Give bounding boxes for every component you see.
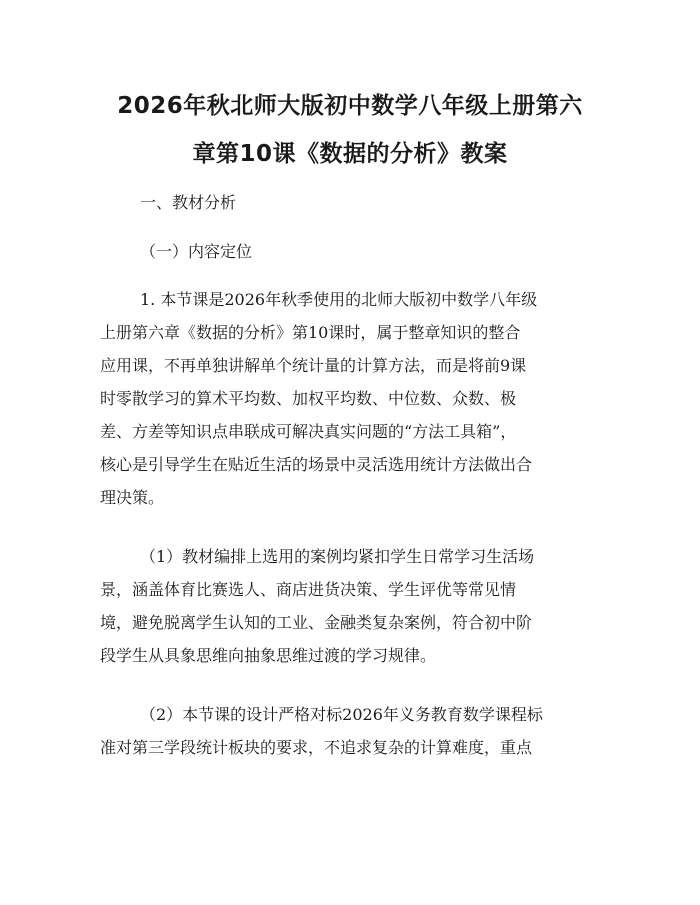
- document-title: [90, 82, 610, 178]
- paragraph-1-line: 1. 本节课是2026年秋季使用的北师大版初中数学八年级: [140, 290, 538, 309]
- paragraph-2-line: 境，避免脱离学生认知的工业、金融类复杂案例，符合初中阶: [100, 613, 533, 632]
- section-heading: 一、教材分析: [140, 193, 237, 212]
- paragraph-1-line: 核心是引导学生在贴近生活的场景中灵活选用统计方法做出合: [100, 455, 533, 474]
- title-line-1: 2026年秋北师大版初中数学八年级上册第六: [117, 93, 583, 119]
- paragraph-1-line: 理决策。: [100, 488, 165, 507]
- subsection-heading: （一）内容定位: [140, 242, 253, 261]
- paragraph-3-line: 准对第三学段统计板块的要求，不追求复杂的计算难度，重点: [100, 738, 533, 757]
- paragraph-1-line: 时零散学习的算术平均数、加权平均数、中位数、众数、极: [100, 389, 517, 408]
- paragraph-1-line: 上册第六章《数据的分析》第10课时，属于整章知识的整合: [100, 323, 521, 342]
- paragraph-2-line: 景，涵盖体育比赛选人、商店进货决策、学生评优等常见情: [100, 580, 517, 599]
- paragraph-3-line: （2）本节课的设计严格对标2026年义务教育数学课程标: [140, 705, 543, 724]
- title-line-2: 章第10课《数据的分析》教案: [192, 141, 508, 167]
- paragraph-1-line: 应用课，不再单独讲解单个统计量的计算方法，而是将前9课: [100, 356, 527, 375]
- paragraph-1-line: 差、方差等知识点串联成可解决真实问题的“方法工具箱”，: [100, 422, 517, 441]
- paragraph-2-line: 段学生从具象思维向抽象思维过渡的学习规律。: [100, 646, 437, 665]
- paragraph-2-line: （1）教材编排上选用的案例均紧扣学生日常学习生活场: [140, 547, 535, 566]
